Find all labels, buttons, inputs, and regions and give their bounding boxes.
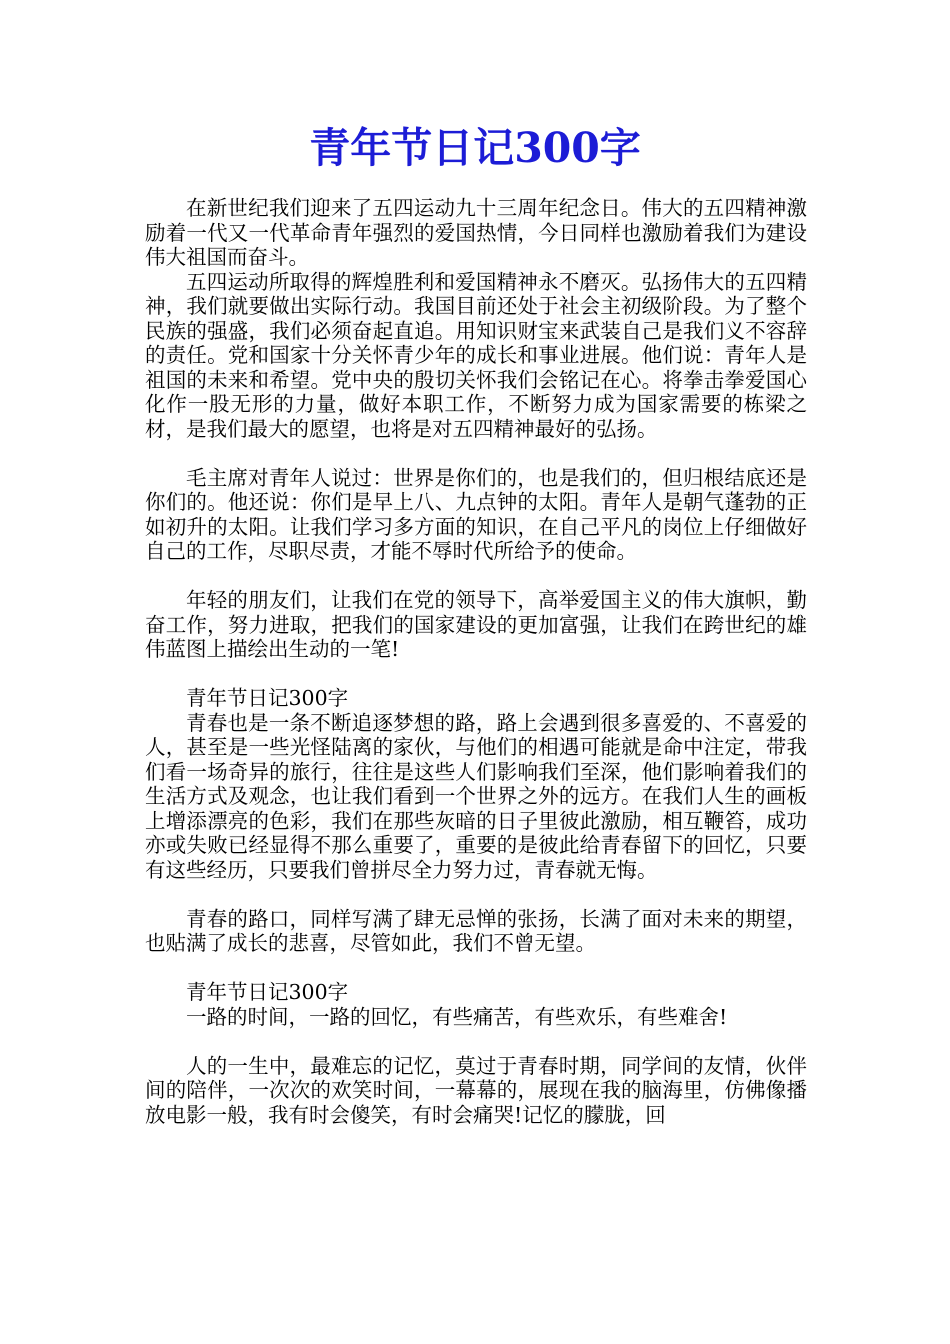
- paragraph-7: 一路的时间，一路的回忆，有些痛苦，有些欢乐，有些难舍!: [186, 1004, 728, 1029]
- paragraph-1: 在新世纪我们迎来了五四运动九十三周年纪念日。伟大的五四精神激励着一代又一代革命青年强烈的爱国热情，今日同样也激励着我们为建设伟大祖国而奋斗。: [145, 196, 807, 269]
- paragraph-8: 人的一生中，最难忘的记忆，莫过于青春时期，同学间的友情，伙伴间的陪伴，一次次的欢笑时间，一幕幕的，展现在我的脑海里，仿佛像播放电影一般，我有时会傻笑，有时会痛哭!记忆的朦胧，回: [145, 1053, 807, 1127]
- section-heading-2: 青年节日记300字: [186, 980, 349, 1004]
- document-title: 青年节日记300字: [309, 124, 641, 172]
- paragraph-4: 年轻的朋友们，让我们在党的领导下，高举爱国主义的伟大旗帜，勤奋工作，努力进取，把我们的国家建设的更加富强，让我们在跨世纪的雄伟蓝图上描绘出生动的一笔!: [145, 588, 807, 661]
- paragraph-spacer: [145, 1029, 807, 1054]
- paragraph-3: 毛主席对青年人说过：世界是你们的，也是我们的，但归根结底还是你们的。他还说：你们是早上八、九点钟的太阳。青年人是朝气蓬勃的正如初升的太阳。让我们学习多方面的知识，在自己平凡的岗位上仔细做好自己的工作，尽职尽责，才能不辱时代所给予的使命。: [145, 465, 807, 563]
- paragraph-spacer: [145, 662, 807, 687]
- paragraph-6: 青春的路口，同样写满了肆无忌惮的张扬，长满了面对未来的期望，也贴满了成长的悲喜，尽管如此，我们不曾无望。: [145, 906, 807, 955]
- paragraph-2: 五四运动所取得的辉煌胜利和爱国精神永不磨灭。弘扬伟大的五四精神，我们就要做出实际行动。我国目前还处于社会主初级阶段。为了整个民族的强盛，我们必须奋起直追。用知识财宝来武装自己是我们义不容辞的责任。党和国家十分关怀青少年的成长和事业进展。他们说：青年人是祖国的未来和希望。党中央的殷切关怀我们会铭记在心。将拳击拳爱国心化作一股无形的力量，做好本职工作，不断努力成为国家需要的栋梁之材，是我们最大的愿望，也将是对五四精神最好的弘扬。: [145, 269, 807, 441]
- paragraph-5: 青春也是一条不断追逐梦想的路，路上会遇到很多喜爱的、不喜爱的人，甚至是一些光怪陆离的家伙，与他们的相遇可能就是命中注定，带我们看一场奇异的旅行，往往是这些人们影响我们至深，他们影响着我们的生活方式及观念，也让我们看到一个世界之外的远方。在我们人生的画板上增添漂亮的色彩，我们在那些灰暗的日子里彼此激励，相互鞭笞，成功亦或失败已经显得不那么重要了，重要的是彼此给青春留下的回忆，只要有这些经历，只要我们曾拼尽全力努力过，青春就无悔。: [145, 710, 807, 882]
- document-body: [145, 196, 807, 1127]
- paragraph-spacer: [145, 956, 807, 981]
- section-heading-1: 青年节日记300字: [186, 686, 349, 710]
- paragraph-spacer: [145, 882, 807, 907]
- paragraph-spacer: [145, 564, 807, 589]
- paragraph-spacer: [145, 441, 807, 466]
